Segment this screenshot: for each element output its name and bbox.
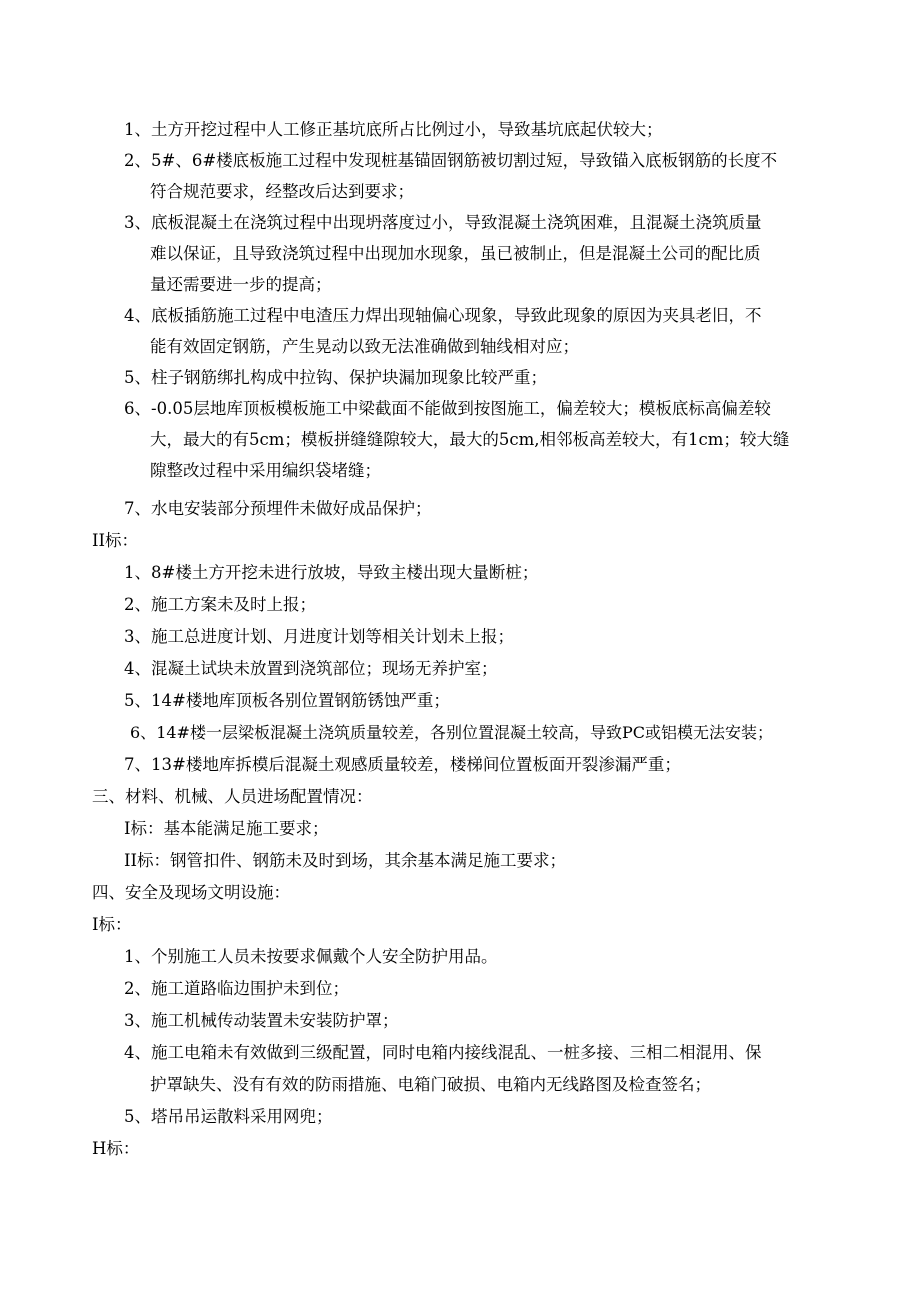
list-number: 2、 xyxy=(124,979,151,998)
list-text: 施工道路临边围护未到位； xyxy=(151,979,349,998)
list-text: 5#、6#楼底板施工过程中发现桩基锚固钢筋被切割过短，导致锚入底板钢筋的长度不 xyxy=(151,151,778,170)
list-text: 塔吊吊运散料采用网兜； xyxy=(151,1107,333,1126)
list-text: 14#楼地库顶板各别位置钢筋锈蚀严重； xyxy=(151,691,450,710)
list-item-2-cont xyxy=(150,182,414,202)
s4-list-item-1 xyxy=(124,947,498,967)
list-item-6-cont xyxy=(150,461,381,481)
list-text: 护罩缺失、没有有效的防雨措施、电箱门破损、电箱内无线路图及检查签名； xyxy=(150,1075,711,1094)
list-number: 3、 xyxy=(124,213,151,232)
list-text: -0.05层地库顶板模板施工中梁截面不能做到按图施工，偏差较大；模板底标高偏差较 xyxy=(151,399,771,418)
ii-list-item-1 xyxy=(124,563,538,583)
section-ii-heading: II标： xyxy=(92,531,139,550)
list-text: 难以保证，且导致浇筑过程中出现加水现象，虽已被制止，但是混凝土公司的配比质 xyxy=(150,244,761,263)
list-text: 隙整改过程中采用编织袋堵缝； xyxy=(150,461,381,480)
list-number: 3、 xyxy=(124,1011,151,1030)
list-text: 施工总进度计划、月进度计划等相关计划未上报； xyxy=(151,627,514,646)
list-number: 7、 xyxy=(124,499,151,518)
s4-list-item-4 xyxy=(124,1043,762,1063)
list-text: 8#楼土方开挖未进行放坡，导致主楼出现大量断桩； xyxy=(151,563,539,582)
ii-list-item-2 xyxy=(124,595,316,615)
ii-list-item-3 xyxy=(124,627,514,647)
list-text: 14#楼一层梁板混凝土浇筑质量较差，各别位置混凝土较高，导致PC或铝模无法安装； xyxy=(156,723,773,742)
list-text: 施工机械传动装置未安装防护罩； xyxy=(151,1011,399,1030)
list-item-5 xyxy=(124,368,547,388)
list-number: 3、 xyxy=(124,627,151,646)
list-text: 土方开挖过程中人工修正基坑底所占比例过小，导致基坑底起伏较大； xyxy=(151,120,663,139)
list-text: 13#楼地库拆模后混凝土观感质量较差，楼梯间位置板面开裂渗漏严重； xyxy=(151,755,681,774)
ii-list-item-4 xyxy=(124,659,498,679)
list-text: 符合规范要求，经整改后达到要求； xyxy=(150,182,414,201)
section-3-line-i: I标：基本能满足施工要求； xyxy=(124,819,329,838)
s4-list-item-5 xyxy=(124,1107,333,1127)
list-item-4 xyxy=(124,306,762,326)
list-item-3-cont xyxy=(150,244,761,264)
list-item-3-cont xyxy=(150,275,332,295)
list-text: 水电安装部分预埋件未做好成品保护； xyxy=(151,499,432,518)
list-text: 混凝土试块未放置到浇筑部位；现场无养护室； xyxy=(151,659,498,678)
ii-list-item-5 xyxy=(124,691,450,711)
list-number: 2、 xyxy=(124,595,151,614)
list-text: 施工电箱未有效做到三级配置，同时电箱内接线混乱、一桩多接、三相二相混用、保 xyxy=(151,1043,762,1062)
section-3-heading: 三、材料、机械、人员进场配置情况： xyxy=(92,787,373,806)
list-item-2 xyxy=(124,151,777,171)
list-number: 5、 xyxy=(124,1107,151,1126)
list-number: 2、 xyxy=(124,151,151,170)
list-number: 1、 xyxy=(124,563,151,582)
list-item-6 xyxy=(124,399,771,419)
ii-list-item-7 xyxy=(124,755,681,775)
list-item-3 xyxy=(124,213,762,233)
list-number: 5、 xyxy=(124,691,151,710)
list-number: 1、 xyxy=(124,120,151,139)
list-item-7 xyxy=(124,499,432,519)
list-number: 1、 xyxy=(124,947,151,966)
list-text: 大，最大的有5cm；模板拼缝缝隙较大，最大的5cm,相邻板高差较大，有1cm；较大缝 xyxy=(150,430,790,449)
list-text: 底板混凝土在浇筑过程中出现坍落度过小，导致混凝土浇筑困难，且混凝土浇筑质量 xyxy=(151,213,762,232)
list-number: 4、 xyxy=(124,306,151,325)
list-text: 个别施工人员未按要求佩戴个人安全防护用品。 xyxy=(151,947,498,966)
section-4-sub-heading: I标： xyxy=(92,915,132,934)
list-number: 6、 xyxy=(124,399,151,418)
list-text: 底板插筋施工过程中电渣压力焊出现轴偏心现象，导致此现象的原因为夹具老旧，不 xyxy=(151,306,762,325)
list-number: 5、 xyxy=(124,368,151,387)
list-text: 量还需要进一步的提高； xyxy=(150,275,332,294)
s4-list-item-4-cont xyxy=(150,1075,711,1095)
list-text: 施工方案未及时上报； xyxy=(151,595,316,614)
section-3-line-ii: II标：钢管扣件、钢筋未及时到场，其余基本满足施工要求； xyxy=(124,851,567,870)
list-item-6-cont xyxy=(150,430,789,450)
list-item-4-cont xyxy=(150,337,579,357)
footer-heading: H标： xyxy=(92,1139,140,1158)
ii-list-item-6 xyxy=(130,723,773,743)
list-number: 7、 xyxy=(124,755,151,774)
s4-list-item-3 xyxy=(124,1011,399,1031)
list-text: 柱子钢筋绑扎构成中拉钩、保护块漏加现象比较严重； xyxy=(151,368,547,387)
s4-list-item-2 xyxy=(124,979,349,999)
list-number: 4、 xyxy=(124,659,151,678)
list-number: 6、 xyxy=(130,723,157,742)
list-number: 4、 xyxy=(124,1043,151,1062)
section-4-heading: 四、安全及现场文明设施： xyxy=(92,883,290,902)
list-text: 能有效固定钢筋，产生晃动以致无法准确做到轴线相对应； xyxy=(150,337,579,356)
list-item-1 xyxy=(124,120,663,140)
